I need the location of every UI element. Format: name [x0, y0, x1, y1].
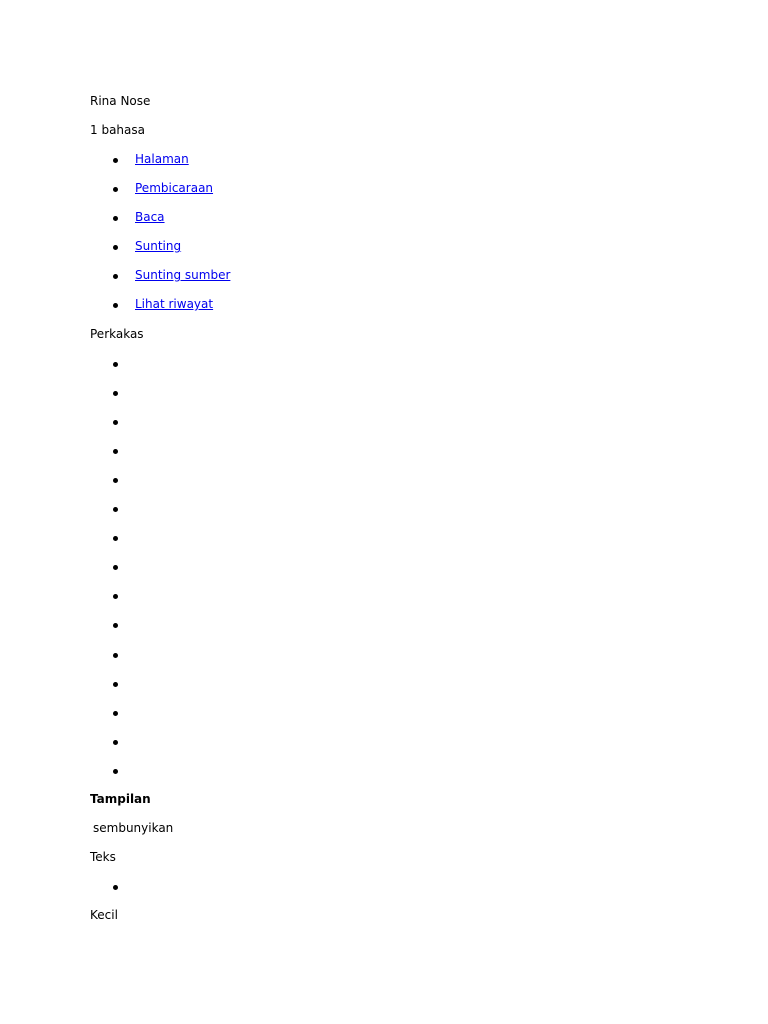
tools-item[interactable] [90, 436, 730, 465]
bullet-icon [113, 740, 118, 745]
bullet-icon [113, 245, 118, 250]
bullet-icon [113, 187, 118, 192]
tools-item[interactable] [90, 494, 730, 523]
tab-lihat-riwayat[interactable]: Lihat riwayat [135, 297, 214, 312]
article-title: Rina Nose [90, 94, 151, 108]
tools-item[interactable] [90, 523, 730, 552]
tools-item[interactable] [90, 465, 730, 494]
bullet-icon [113, 420, 118, 425]
page-action-item [90, 232, 730, 261]
tools-item[interactable] [90, 610, 730, 639]
tab-halaman[interactable]: Halaman [135, 152, 189, 166]
bullet-icon [113, 158, 118, 163]
bullet-icon [113, 449, 118, 454]
page-actions-list [90, 145, 730, 320]
text-size-label: Teks [90, 849, 116, 864]
tools-heading: Perkakas [90, 326, 144, 341]
page-action-item [90, 145, 730, 174]
bullet-icon [113, 769, 118, 774]
tab-sunting-sumber[interactable]: Sunting sumber [135, 268, 231, 283]
bullet-icon [113, 507, 118, 512]
tab-pembicaraan[interactable]: Pembicaraan [135, 181, 214, 196]
tools-item[interactable] [90, 756, 730, 785]
bullet-icon [113, 682, 118, 687]
tools-item[interactable] [90, 378, 730, 407]
text-size-option[interactable] [90, 872, 730, 901]
tools-item[interactable] [90, 640, 730, 669]
bullet-icon [113, 653, 118, 658]
tools-item[interactable] [90, 581, 730, 610]
page-action-item [90, 261, 730, 290]
tools-list [90, 349, 730, 785]
tools-item[interactable] [90, 669, 730, 698]
bullet-icon [113, 391, 118, 396]
bullet-icon [113, 216, 118, 221]
bullet-icon [113, 362, 118, 367]
bullet-icon [113, 478, 118, 483]
appearance-heading: Tampilan [90, 791, 151, 806]
hide-appearance-button[interactable]: sembunyikan [93, 820, 174, 835]
bullet-icon [113, 565, 118, 570]
bullet-icon [113, 594, 118, 599]
bullet-icon [113, 303, 118, 308]
tools-item[interactable] [90, 727, 730, 756]
page-action-item [90, 174, 730, 203]
tools-item[interactable] [90, 349, 730, 378]
tab-baca[interactable]: Baca [135, 210, 165, 225]
text-size-small-option[interactable]: Kecil [90, 908, 118, 923]
page-action-item [90, 203, 730, 232]
tab-sunting[interactable]: Sunting [135, 239, 182, 254]
page-content [90, 87, 730, 930]
text-size-options [90, 872, 730, 901]
bullet-icon [113, 274, 118, 279]
bullet-icon [113, 623, 118, 628]
tools-item[interactable] [90, 552, 730, 581]
tools-item[interactable] [90, 407, 730, 436]
bullet-icon [113, 536, 118, 541]
page-action-item [90, 290, 730, 319]
bullet-icon [113, 711, 118, 716]
bullet-icon [113, 885, 118, 890]
language-count: 1 bahasa [90, 123, 145, 137]
tools-item[interactable] [90, 698, 730, 727]
